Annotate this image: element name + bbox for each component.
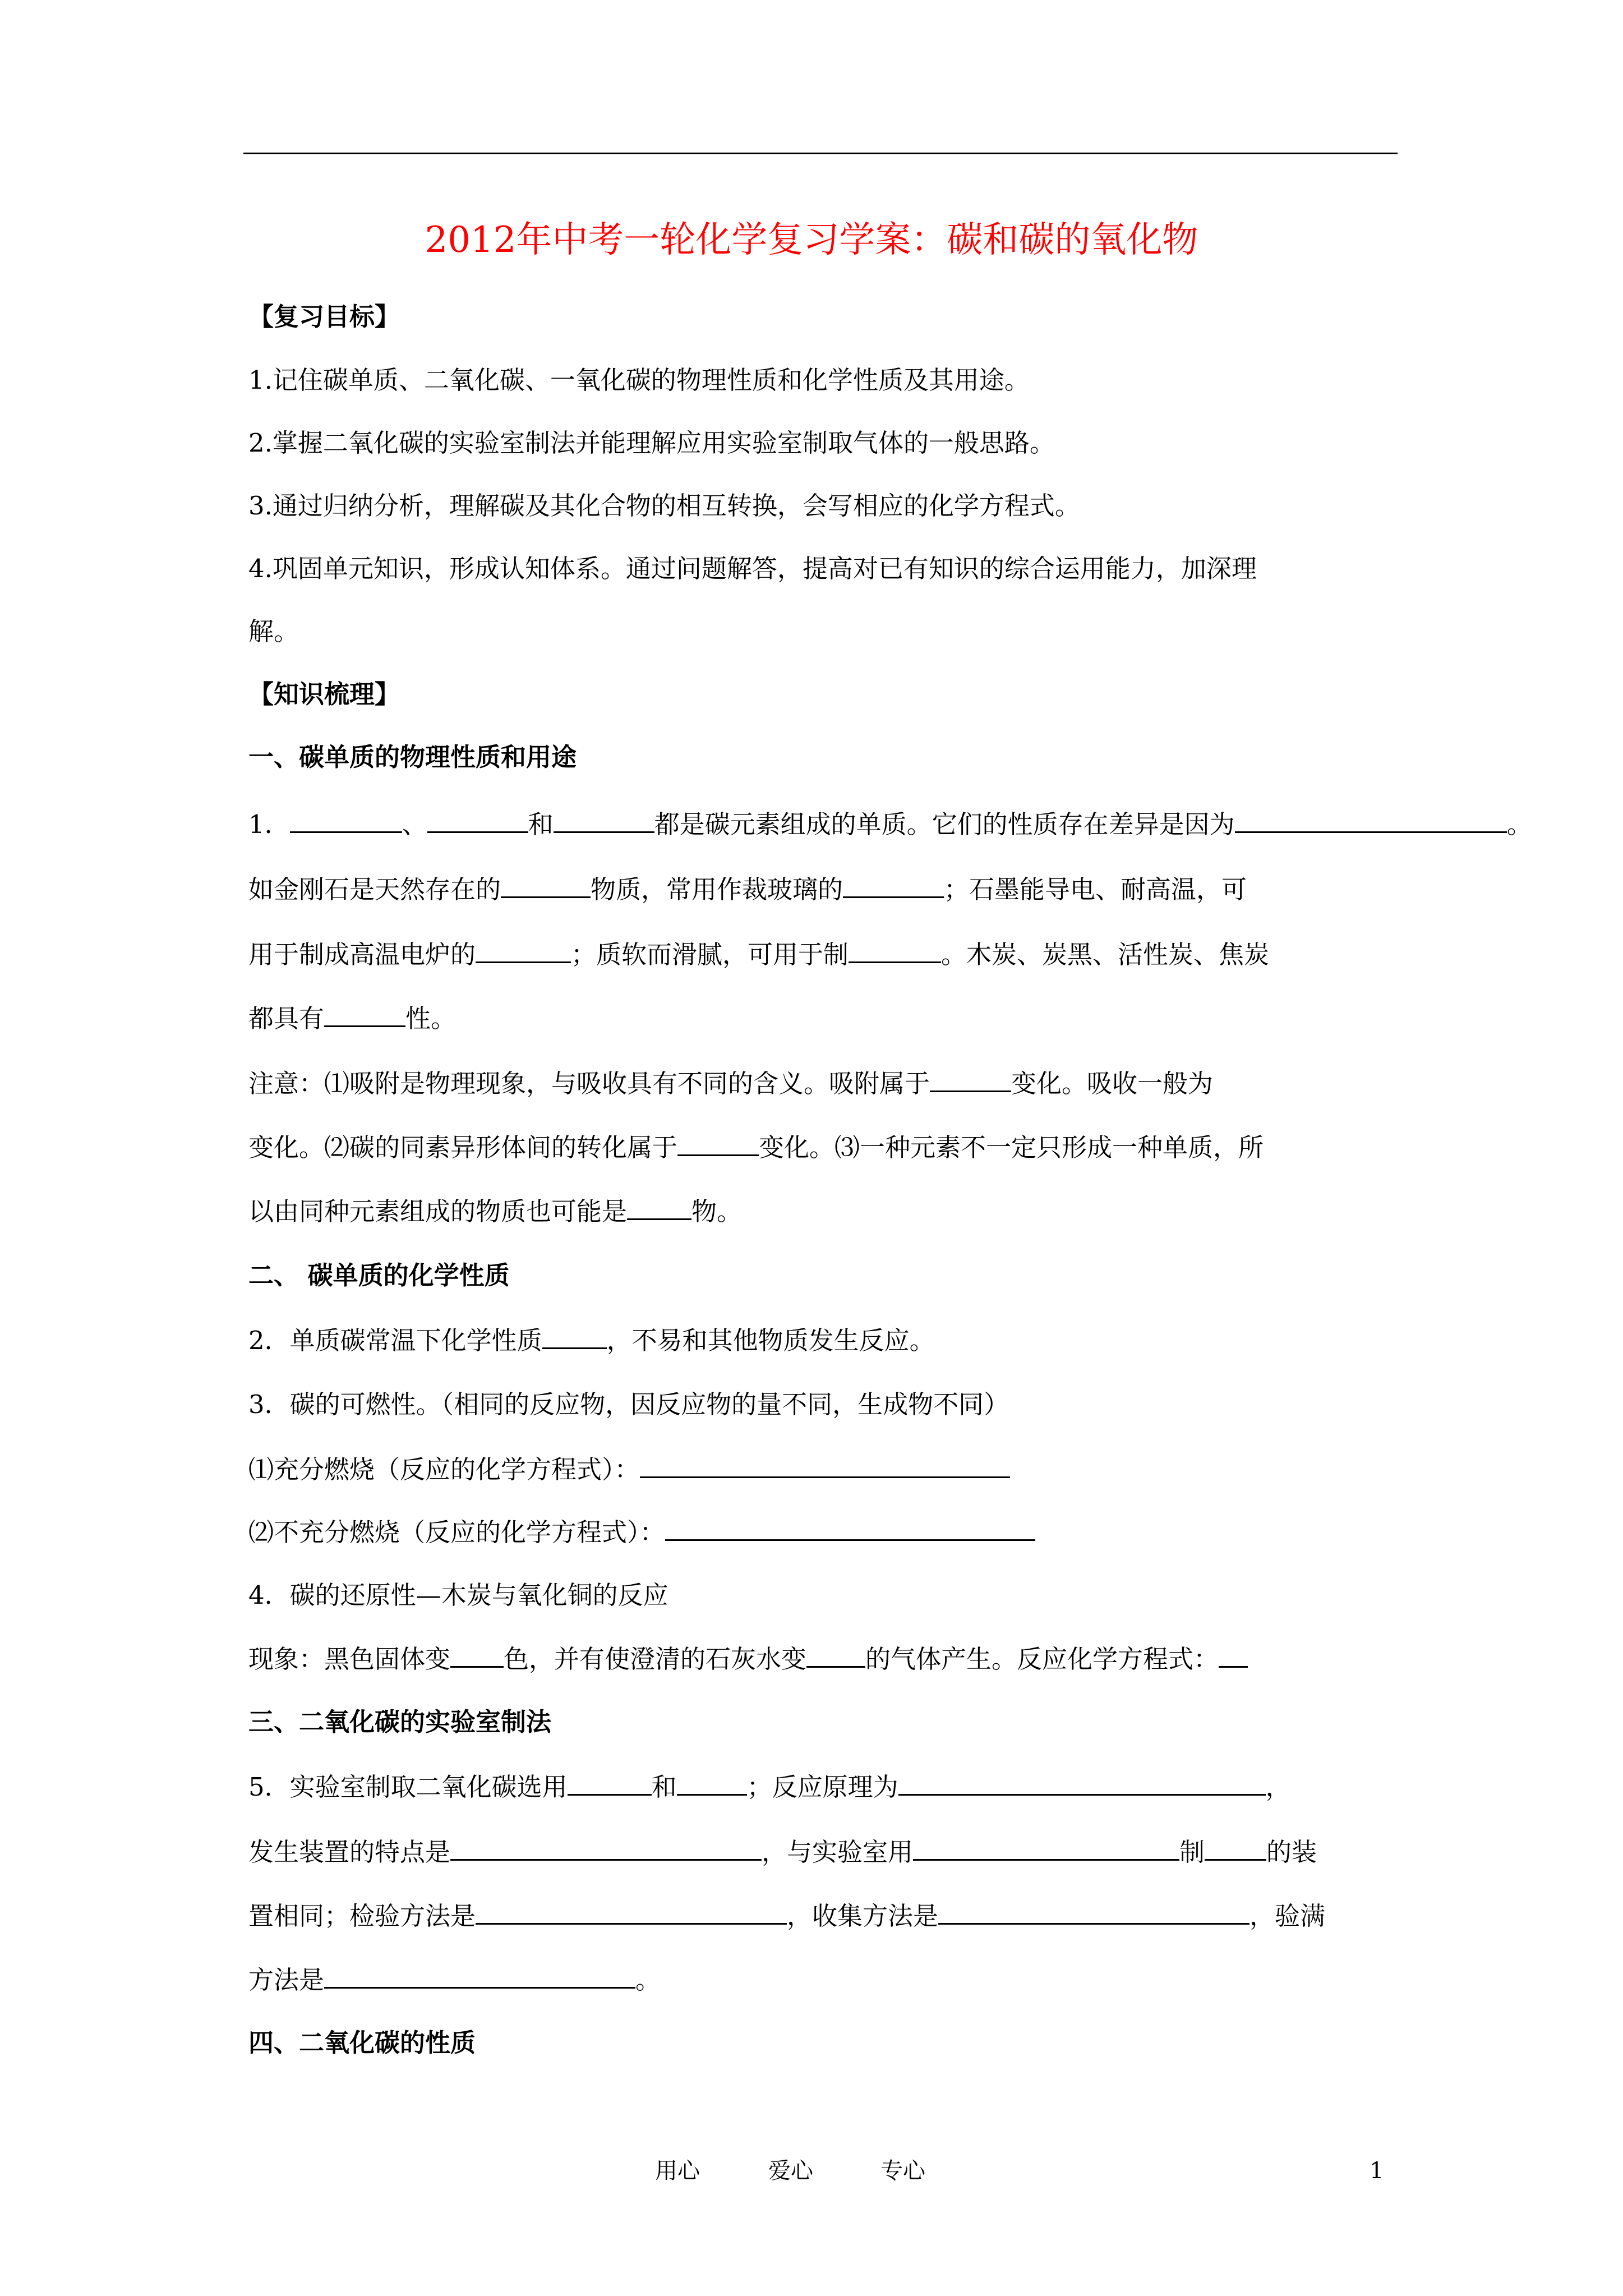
fill-blank[interactable] bbox=[1235, 809, 1507, 833]
text: 变化。⑵碳的同素异形体间的转化属于 bbox=[248, 1133, 678, 1162]
question-5-line-1 bbox=[248, 1770, 1291, 1804]
text: ；石墨能导电、耐高温，可 bbox=[944, 875, 1247, 904]
header-rule bbox=[243, 153, 1398, 154]
fill-blank[interactable] bbox=[568, 1772, 652, 1796]
goal-item-4-continued: 解。 bbox=[248, 616, 299, 646]
text: ⑴充分燃烧（反应的化学方程式）： bbox=[248, 1455, 640, 1484]
text: 变化。⑶一种元素不一定只形成一种单质，所 bbox=[759, 1133, 1264, 1162]
fill-blank[interactable] bbox=[1205, 1837, 1266, 1861]
text: 用于制成高温电炉的 bbox=[248, 940, 476, 969]
text: ，不易和其他物质发生反应。 bbox=[606, 1326, 935, 1355]
page-title: 2012年中考一轮化学复习学案：碳和碳的氧化物 bbox=[425, 219, 1198, 261]
goal-item-3: 3.通过归纳分析，理解碳及其化合物的相互转换，会写相应的化学方程式。 bbox=[248, 491, 1080, 521]
question-3-part-1 bbox=[248, 1453, 1010, 1487]
text: ， bbox=[1265, 1772, 1291, 1802]
question-3-part-2 bbox=[248, 1516, 1035, 1549]
section-1-paragraph-line-2 bbox=[248, 873, 1247, 907]
section-1-paragraph-line-3 bbox=[248, 938, 1269, 972]
text: 注意：⑴吸附是物理现象，与吸收具有不同的含义。吸附属于 bbox=[248, 1069, 930, 1098]
text: 制 bbox=[1179, 1837, 1205, 1867]
question-5-line-2 bbox=[248, 1835, 1317, 1869]
fill-blank[interactable] bbox=[938, 1901, 1249, 1925]
text: 如金刚石是天然存在的 bbox=[248, 875, 501, 904]
section-1-heading: 一、碳单质的物理性质和用途 bbox=[248, 742, 577, 772]
goal-item-4: 4.巩固单元知识，形成认知体系。通过问题解答，提高对已有知识的综合运用能力，加深理 bbox=[248, 554, 1257, 583]
text: 。 bbox=[1506, 809, 1532, 839]
text: 。 bbox=[635, 1965, 661, 1995]
text: 都是碳元素组成的单质。它们的性质存在差异是因为 bbox=[654, 809, 1235, 839]
fill-blank[interactable] bbox=[542, 1325, 607, 1349]
fill-blank[interactable] bbox=[849, 939, 941, 963]
text: 方法是 bbox=[248, 1965, 325, 1995]
section-1-paragraph-line-1 bbox=[248, 808, 1532, 841]
fill-blank[interactable] bbox=[806, 1644, 865, 1668]
text: 置相同；检验方法是 bbox=[248, 1901, 476, 1931]
fill-blank[interactable] bbox=[677, 1132, 759, 1156]
question-4: 4．碳的还原性—木炭与氧化铜的反应 bbox=[248, 1580, 668, 1610]
note-line-2 bbox=[248, 1131, 1264, 1165]
text: 现象：黑色固体变 bbox=[248, 1644, 451, 1674]
text: 物。 bbox=[691, 1197, 743, 1226]
question-4-phenomenon bbox=[248, 1642, 1248, 1676]
footer-motto-1: 用心 bbox=[655, 2158, 700, 2184]
note-line-3 bbox=[248, 1195, 742, 1228]
text: 1． bbox=[248, 809, 290, 839]
text: 2．单质碳常温下化学性质 bbox=[248, 1326, 542, 1355]
fill-blank[interactable] bbox=[476, 1901, 787, 1925]
text: ，验满 bbox=[1249, 1901, 1326, 1931]
fill-blank[interactable] bbox=[324, 1964, 635, 1989]
section-2-heading: 二、 碳单质的化学性质 bbox=[248, 1260, 510, 1290]
fill-blank[interactable] bbox=[290, 809, 402, 833]
fill-blank[interactable] bbox=[476, 939, 571, 963]
section-3-heading: 三、二氧化碳的实验室制法 bbox=[248, 1707, 552, 1737]
knowledge-heading: 【知识梳理】 bbox=[248, 679, 400, 709]
text: 色，并有使澄清的石灰水变 bbox=[504, 1644, 807, 1674]
text: 5．实验室制取二氧化碳选用 bbox=[248, 1772, 568, 1802]
text: ⑵不充分燃烧（反应的化学方程式）： bbox=[248, 1517, 665, 1547]
text: ，与实验室用 bbox=[762, 1837, 914, 1867]
question-5-line-3 bbox=[248, 1899, 1325, 1933]
text: 变化。吸收一般为 bbox=[1011, 1069, 1214, 1098]
text: 的装 bbox=[1266, 1837, 1317, 1867]
fill-blank[interactable] bbox=[1219, 1644, 1248, 1668]
question-2 bbox=[248, 1324, 935, 1358]
note-line-1 bbox=[248, 1067, 1213, 1101]
text: 、 bbox=[402, 809, 427, 839]
goal-item-2: 2.掌握二氧化碳的实验室制法并能理解应用实验室制取气体的一般思路。 bbox=[248, 428, 1055, 458]
text: 的气体产生。反应化学方程式： bbox=[865, 1644, 1219, 1674]
section-1-paragraph-line-4 bbox=[248, 1002, 456, 1036]
text: 发生装置的特点是 bbox=[248, 1837, 451, 1867]
text: ；质软而滑腻，可用于制 bbox=[571, 940, 849, 969]
fill-blank[interactable] bbox=[677, 1772, 747, 1796]
text: 。木炭、炭黑、活性炭、焦炭 bbox=[941, 940, 1270, 969]
text: 物质，常用作裁玻璃的 bbox=[591, 875, 843, 904]
fill-blank[interactable] bbox=[898, 1772, 1266, 1796]
page-number: 1 bbox=[1370, 2158, 1384, 2184]
text: ，收集方法是 bbox=[787, 1901, 939, 1931]
fill-blank[interactable] bbox=[627, 1196, 691, 1220]
goal-item-1: 1.记住碳单质、二氧化碳、一氧化碳的物理性质和化学性质及其用途。 bbox=[248, 365, 1030, 395]
text: 和 bbox=[528, 809, 554, 839]
fill-blank[interactable] bbox=[913, 1837, 1179, 1861]
question-5-line-4 bbox=[248, 1963, 661, 1997]
fill-blank[interactable] bbox=[930, 1068, 1011, 1092]
text: 性。 bbox=[405, 1004, 457, 1033]
fill-blank[interactable] bbox=[640, 1454, 1010, 1478]
fill-blank[interactable] bbox=[554, 809, 654, 833]
footer-motto-2: 爱心 bbox=[768, 2158, 813, 2184]
fill-blank[interactable] bbox=[450, 1644, 504, 1668]
section-4-heading: 四、二氧化碳的性质 bbox=[248, 2028, 476, 2058]
question-3: 3．碳的可燃性。（相同的反应物，因反应物的量不同，生成物不同） bbox=[248, 1389, 1009, 1419]
footer-motto-3: 专心 bbox=[880, 2158, 925, 2184]
text: 都具有 bbox=[248, 1004, 325, 1033]
text: 以由同种元素组成的物质也可能是 bbox=[248, 1197, 628, 1226]
text: 和 bbox=[651, 1772, 677, 1802]
goals-heading: 【复习目标】 bbox=[248, 302, 400, 332]
fill-blank[interactable] bbox=[843, 874, 944, 898]
fill-blank[interactable] bbox=[427, 809, 528, 833]
fill-blank[interactable] bbox=[324, 1003, 405, 1027]
fill-blank[interactable] bbox=[665, 1517, 1035, 1541]
fill-blank[interactable] bbox=[450, 1837, 762, 1861]
text: ；反应原理为 bbox=[746, 1772, 898, 1802]
fill-blank[interactable] bbox=[501, 874, 591, 898]
